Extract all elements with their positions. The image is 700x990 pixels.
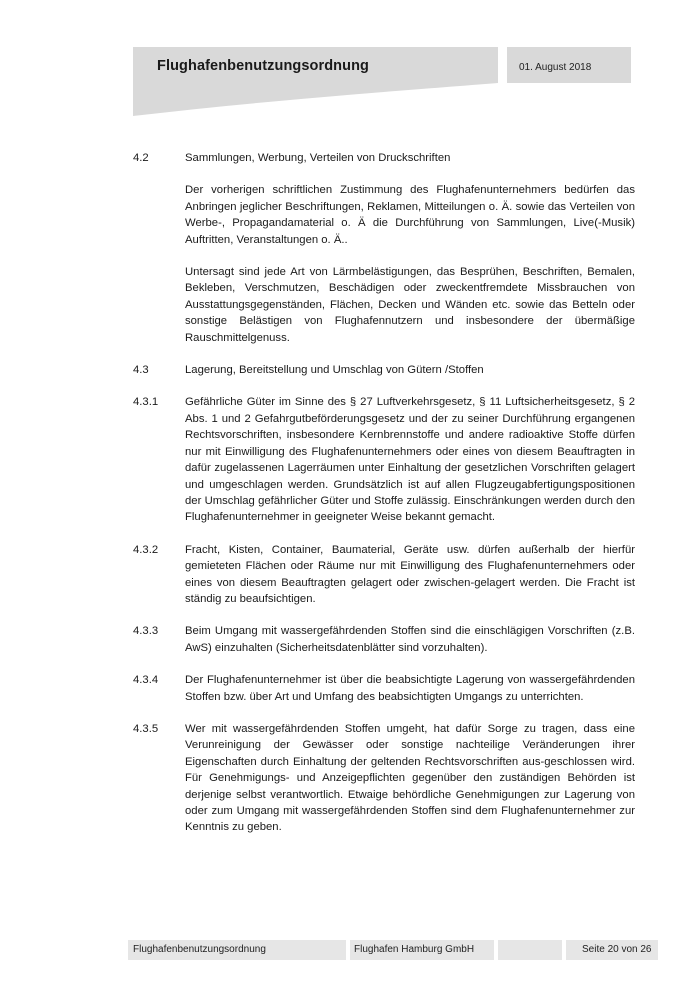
- footer-empty-cell: [498, 940, 562, 960]
- footer-company: Flughafen Hamburg GmbH: [354, 944, 475, 955]
- paragraph: Wer mit wassergefährdenden Stoffen umgeht, hat dafür Sorge zu tragen, dass eine Verunreinigung der Gewässer oder sonstige nachteilige Veränderungen ihrer Eigenschaften durch Einhaltung der geltenden Rechtsvorschriften aus-geschlossen wird. Für Genehmigungs- und Anzeigepflichten gegenüber den zuständigen Behörden ist derjenige selbst verantwortlich. Etwaige behördliche Genehmigungen zur Lagerung von oder zum Umgang mit wassergefährdenden Stoffen sind dem Flughafenunternehmer zur Kenntnis zu geben.: [185, 722, 635, 834]
- section-4-3: [133, 362, 635, 378]
- section-4-3-1: [133, 394, 635, 525]
- document-body: [133, 150, 635, 852]
- paragraph: Untersagt sind jede Art von Lärmbelästigungen, das Besprühen, Beschriften, Bemalen, Bekleben, Verschmutzen, Beschädigen oder zweckentfremdete Missbrauchen von Ausstattungsgegenständen, Flächen, Decken und Wänden etc. sowie das Betteln oder sonstige Belästigen von Flughafennutzern und insbesondere der übermäßige Rauschmittelgenuss.: [185, 266, 635, 344]
- section-number: 4.3.4: [133, 674, 159, 687]
- section-number: 4.3: [133, 364, 149, 377]
- section-4-2-text: [133, 182, 635, 346]
- section-number: 4.3.1: [133, 396, 159, 409]
- section-number: 4.3.3: [133, 625, 159, 638]
- section-4-3-3: [133, 623, 635, 656]
- section-number: 4.3.2: [133, 543, 159, 556]
- paragraph: Der Flughafenunternehmer ist über die beabsichtigte Lagerung von wassergefährdenden Stoffen bzw. über Art und Umfang des beabsichtigten Umgangs zu unterrichten.: [185, 674, 635, 703]
- section-4-3-4: [133, 672, 635, 705]
- section-heading: Sammlungen, Werbung, Verteilen von Druckschriften: [185, 152, 451, 164]
- header-title: Flughafenbenutzungsordnung: [157, 58, 370, 74]
- paragraph: Der vorherigen schriftlichen Zustimmung des Flughafenunternehmers bedürfen das Anbringen jeglicher Beschriftungen, Reklamen, Mitteilungen o. Ä. sowie das Verteilen von Werbe-, Propagandamaterial o. Ä die Durchführung von Sammlungen, Live(-Musik) Auftritten, Veranstaltungen o. Ä..: [185, 184, 635, 246]
- footer-page-cell: [566, 940, 658, 960]
- section-number: [133, 182, 185, 346]
- section-4-3-5: [133, 721, 635, 836]
- section-4-3-2: [133, 542, 635, 608]
- footer-page-number: Seite 20 von 26: [582, 944, 652, 955]
- section-number: 4.3.5: [133, 722, 159, 735]
- header-date: 01. August 2018: [519, 62, 592, 73]
- footer-doc-cell: [128, 940, 346, 960]
- section-number: 4.2: [133, 152, 149, 164]
- footer-company-cell: [350, 940, 494, 960]
- paragraph: Gefährliche Güter im Sinne des § 27 Luftverkehrsgesetz, § 11 Luftsicherheitsgesetz, § 2 Abs. 1 und 2 Gefahrgutbeförderungsgesetz und der zu seiner Durchführung ergangenen Rechtsvorschriften, insbesondere Kernbrennstoffe und andere radioaktive Stoffe dürfen nur mit Einwilligung des Flughafenunternehmers oder eines von diesem Beauftragten in dafür zugelassenen Lagerräumen unter Einhaltung der gesetzlichen Vorschriften gelagert und umgeschlagen werden. Grundsätzlich ist auf allen Flugzeugabfertigungspositionen der Umschlag gefährlicher Güter und Stoffe zulässig. Einschränkungen werden durch den Flughafenunternehmer in geeigneter Weise bekannt gemacht.: [185, 396, 635, 524]
- paragraph: Beim Umgang mit wassergefährdenden Stoffen sind die einschlägigen Vorschriften (z.B. AwS) einzuhalten (Sicherheitsdatenblätter sind vorzuhalten).: [185, 625, 635, 654]
- footer-doc-title: Flughafenbenutzungsordnung: [133, 944, 266, 955]
- section-heading: Lagerung, Bereitstellung und Umschlag von Gütern /Stoffen: [185, 364, 484, 377]
- section-4-2: [133, 150, 635, 166]
- paragraph: Fracht, Kisten, Container, Baumaterial, Geräte usw. dürfen außerhalb der hierfür gemieteten Flächen oder Räume nur mit Einwilligung des Flughafenunternehmers oder eines von diesem Beauftragten gelagert oder zwischen-gelagert werden. Die Fracht ist ständig zu beaufsichtigen.: [185, 543, 635, 605]
